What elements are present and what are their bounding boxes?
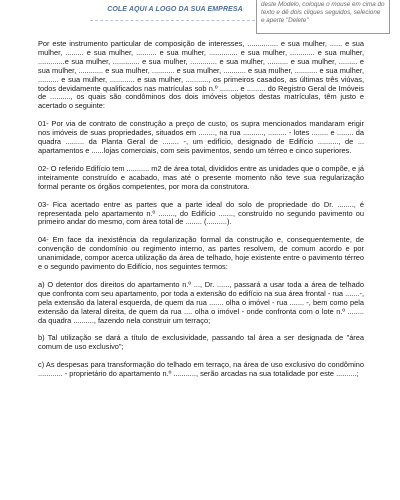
clause-02: 02- O referido Edifício tem ........... m2 de área total, divididos entre as unidades que o compõe, e já inteiramente construído e acabado, mas até o presente momento não teve sua regularização formal perante os órgãos competentes, por mora da construtora. xyxy=(38,163,364,191)
clause-04-item-c: c) As despesas para transformação do telhado em terraço, na área de uso exclusivo do condômino ............ - proprietário do apartamento n.º ..........., serão arcadas na sua totalidade por este ..........; xyxy=(38,360,364,379)
clause-01: 01- Por via de contrato de construção a preço de custo, os supra mencionados mandaram erigir nos imóveis de suas propriedades, situados em ........, na rua .........., ......... - lotes ........ e ........ da quadra ......... da Planta Geral de ........ -, um edifício, designado de Edifício .........., de ... apartamentos e ......lojas comerciais, com seis pavimentos, sendo um térreo e cinco superiores. xyxy=(38,119,364,155)
document-body xyxy=(38,40,364,388)
logo-placeholder-text: COLE AQUI A LOGO DA SUA EMPRESA xyxy=(107,6,243,13)
clause-04: 04- Em face da inexistência da regularização formal da construção e, consequentemente, de convenção de condomínio ou regimento interno, as partes resolvem, de comum acordo e por unanimidade, compor acerca utilização da área de telhado, hoje existente entre o pavimento térreo e o segundo pavimento do Edifício, nos seguintes termos: xyxy=(38,235,364,272)
clause-04-item-a: a) O detentor dos direitos do apartamento n.º ..., Dr. ......, passará a usar toda a área de telhado que confronta com seu apartamento, por toda a extensão do edifício na sua área frontal - rua .......-, pela extensão da lateral esquerda, de quem da rua ....... olha o imóvel - rua ....... -, bem como pela extensão da lateral direita, de quem da rua .... olha o imóvel - onde confronta com o lote n.º ........ da quadra .........., fazendo nela construir um terraço; xyxy=(38,279,364,325)
clause-04-item-b: b) Tal utilização se dará a título de exclusividade, passando tal área a ser designada de "área comum de uso exclusivo"; xyxy=(38,333,364,352)
intro-paragraph: Por este instrumento particular de composição de interesses, ............... e sua mulher, ...... e sua mulher, ......... e sua mulher, .......... e sua mulher, .............. e sua mulher, ............ e sua mulher, .............e sua mulher, ............. e sua mulher, ............. e sua mulher, .......... e sua mulher, ......... e sua mulher, ............ e sua mulher, ........... e sua mulher, ........... e sua mulher, ........... e sua mulher, .......... e sua mulher, ............ e sua mulher, ..........., os primeiros casados, as últimas três viúvas, todos devidamente qualificados nas matrículas sob n.º ......... e ......... do Registro Geral de Imóveis de .........., os quais são condôminos dos dois imóveis objetos destas matrículas, têm justo e acertado o seguinte: xyxy=(38,39,364,111)
instruction-note: deste Modelo, coloque o mouse em cima do texto e dê dois cliques seguidos, selecione e aperte "Delete" xyxy=(256,0,390,34)
logo-placeholder-area xyxy=(90,0,260,21)
clause-03: 03- Fica acertado entre as partes que a parte ideal do solo de propriedade do Dr. ........, é representada pelo apartamento n.º ........, do Edifício ......., construído no segundo pavimento ou primeiro andar do mesmo, com área total de ........ (..........). xyxy=(38,199,364,227)
